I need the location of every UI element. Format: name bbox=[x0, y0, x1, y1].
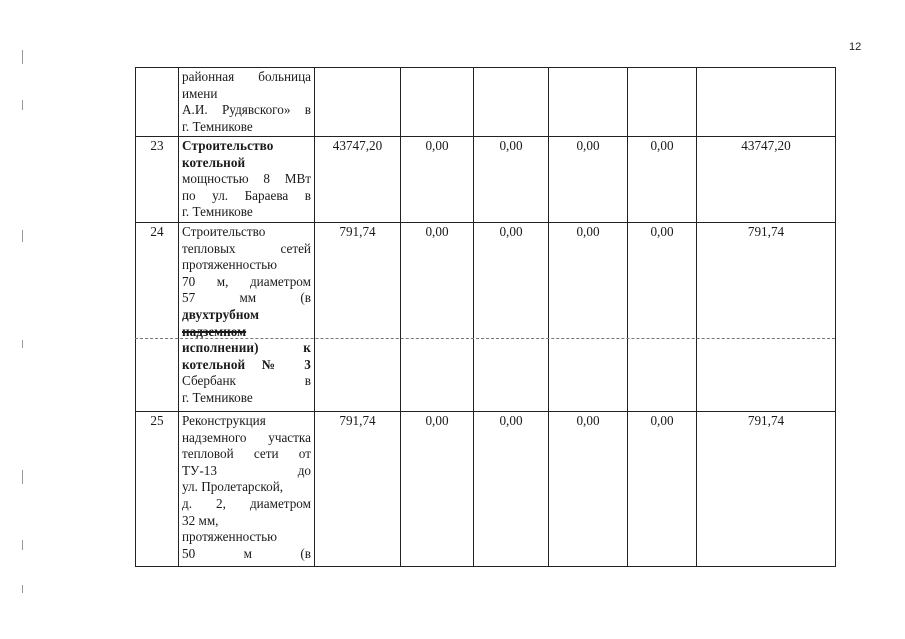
description-line: по ул. Бараева в bbox=[182, 187, 311, 203]
description-cell bbox=[179, 223, 315, 412]
description-line: котельной № 3 bbox=[182, 356, 311, 372]
amount-cell: 43747,20 bbox=[315, 137, 401, 223]
row-number-cell bbox=[136, 68, 179, 137]
amount-cell: 0,00 bbox=[628, 412, 697, 567]
description-line: 50 м (в bbox=[182, 545, 311, 561]
amount-cell: 0,00 bbox=[401, 223, 474, 412]
amount-cell: 0,00 bbox=[474, 223, 549, 412]
description-line: Строительство bbox=[182, 224, 266, 239]
amount-cell bbox=[628, 68, 697, 137]
description-line: г. Темникове bbox=[182, 118, 253, 134]
amount-cell: 43747,20 bbox=[697, 137, 836, 223]
description-line: надземного участка bbox=[182, 429, 311, 445]
amount-cell bbox=[401, 68, 474, 137]
amount-cell bbox=[315, 68, 401, 137]
amount-cell: 0,00 bbox=[628, 223, 697, 412]
description-line: 70 м, диаметром bbox=[182, 273, 311, 289]
amount-cell: 791,74 bbox=[315, 223, 401, 412]
budget-table bbox=[135, 67, 836, 567]
description-cell bbox=[179, 68, 315, 137]
amount-cell: 791,74 bbox=[697, 223, 836, 412]
amount-cell: 0,00 bbox=[549, 412, 628, 567]
row-number-cell: 24 bbox=[136, 223, 179, 412]
amount-cell: 791,74 bbox=[697, 412, 836, 567]
description-line: А.И. Рудявского» в bbox=[182, 102, 311, 118]
description-line: котельной bbox=[182, 154, 246, 170]
row-number-cell: 23 bbox=[136, 137, 179, 223]
description-line: тепловой сети от bbox=[182, 446, 311, 462]
description-line: мощностью 8 МВт bbox=[182, 171, 311, 187]
description-cell bbox=[179, 412, 315, 567]
table-row bbox=[136, 223, 836, 412]
description-line: Реконструкция bbox=[182, 413, 266, 428]
amount-cell: 0,00 bbox=[549, 137, 628, 223]
description-line: двухтрубном bbox=[182, 306, 260, 322]
amount-cell bbox=[697, 68, 836, 137]
description-line: ТУ-13 до bbox=[182, 462, 311, 478]
scan-margin-marks bbox=[20, 40, 26, 600]
amount-cell bbox=[549, 68, 628, 137]
amount-cell: 791,74 bbox=[315, 412, 401, 567]
amount-cell: 0,00 bbox=[401, 137, 474, 223]
description-line: протяженностью bbox=[182, 529, 278, 545]
table-row bbox=[136, 68, 836, 137]
description-line: 57 мм (в bbox=[182, 290, 311, 306]
description-line: тепловых сетей bbox=[182, 240, 311, 256]
amount-cell: 0,00 bbox=[628, 137, 697, 223]
description-line: 32 мм, bbox=[182, 512, 219, 528]
description-line: г. Темникове bbox=[182, 204, 253, 220]
description-line: надземном bbox=[182, 323, 247, 339]
description-line: д. 2, диаметром bbox=[182, 495, 311, 511]
page-number: 12 bbox=[849, 41, 862, 53]
description-line: г. Темникове bbox=[182, 389, 253, 405]
table-row bbox=[136, 137, 836, 223]
amount-cell bbox=[474, 68, 549, 137]
table-body bbox=[136, 68, 836, 567]
amount-cell: 0,00 bbox=[549, 223, 628, 412]
scan-dashed-line bbox=[135, 338, 835, 339]
description-cell bbox=[179, 137, 315, 223]
amount-cell: 0,00 bbox=[474, 412, 549, 567]
description-line: исполнении) к bbox=[182, 340, 311, 356]
description-line: протяженностью bbox=[182, 257, 278, 273]
table-row bbox=[136, 412, 836, 567]
amount-cell: 0,00 bbox=[474, 137, 549, 223]
description-line: Сбербанк в bbox=[182, 373, 311, 389]
amount-cell: 0,00 bbox=[401, 412, 474, 567]
description-line: Строительство bbox=[182, 138, 274, 153]
description-line: районная больница bbox=[182, 69, 311, 84]
description-line: ул. Пролетарской, bbox=[182, 479, 284, 495]
row-number-cell: 25 bbox=[136, 412, 179, 567]
description-line: имени bbox=[182, 85, 218, 101]
